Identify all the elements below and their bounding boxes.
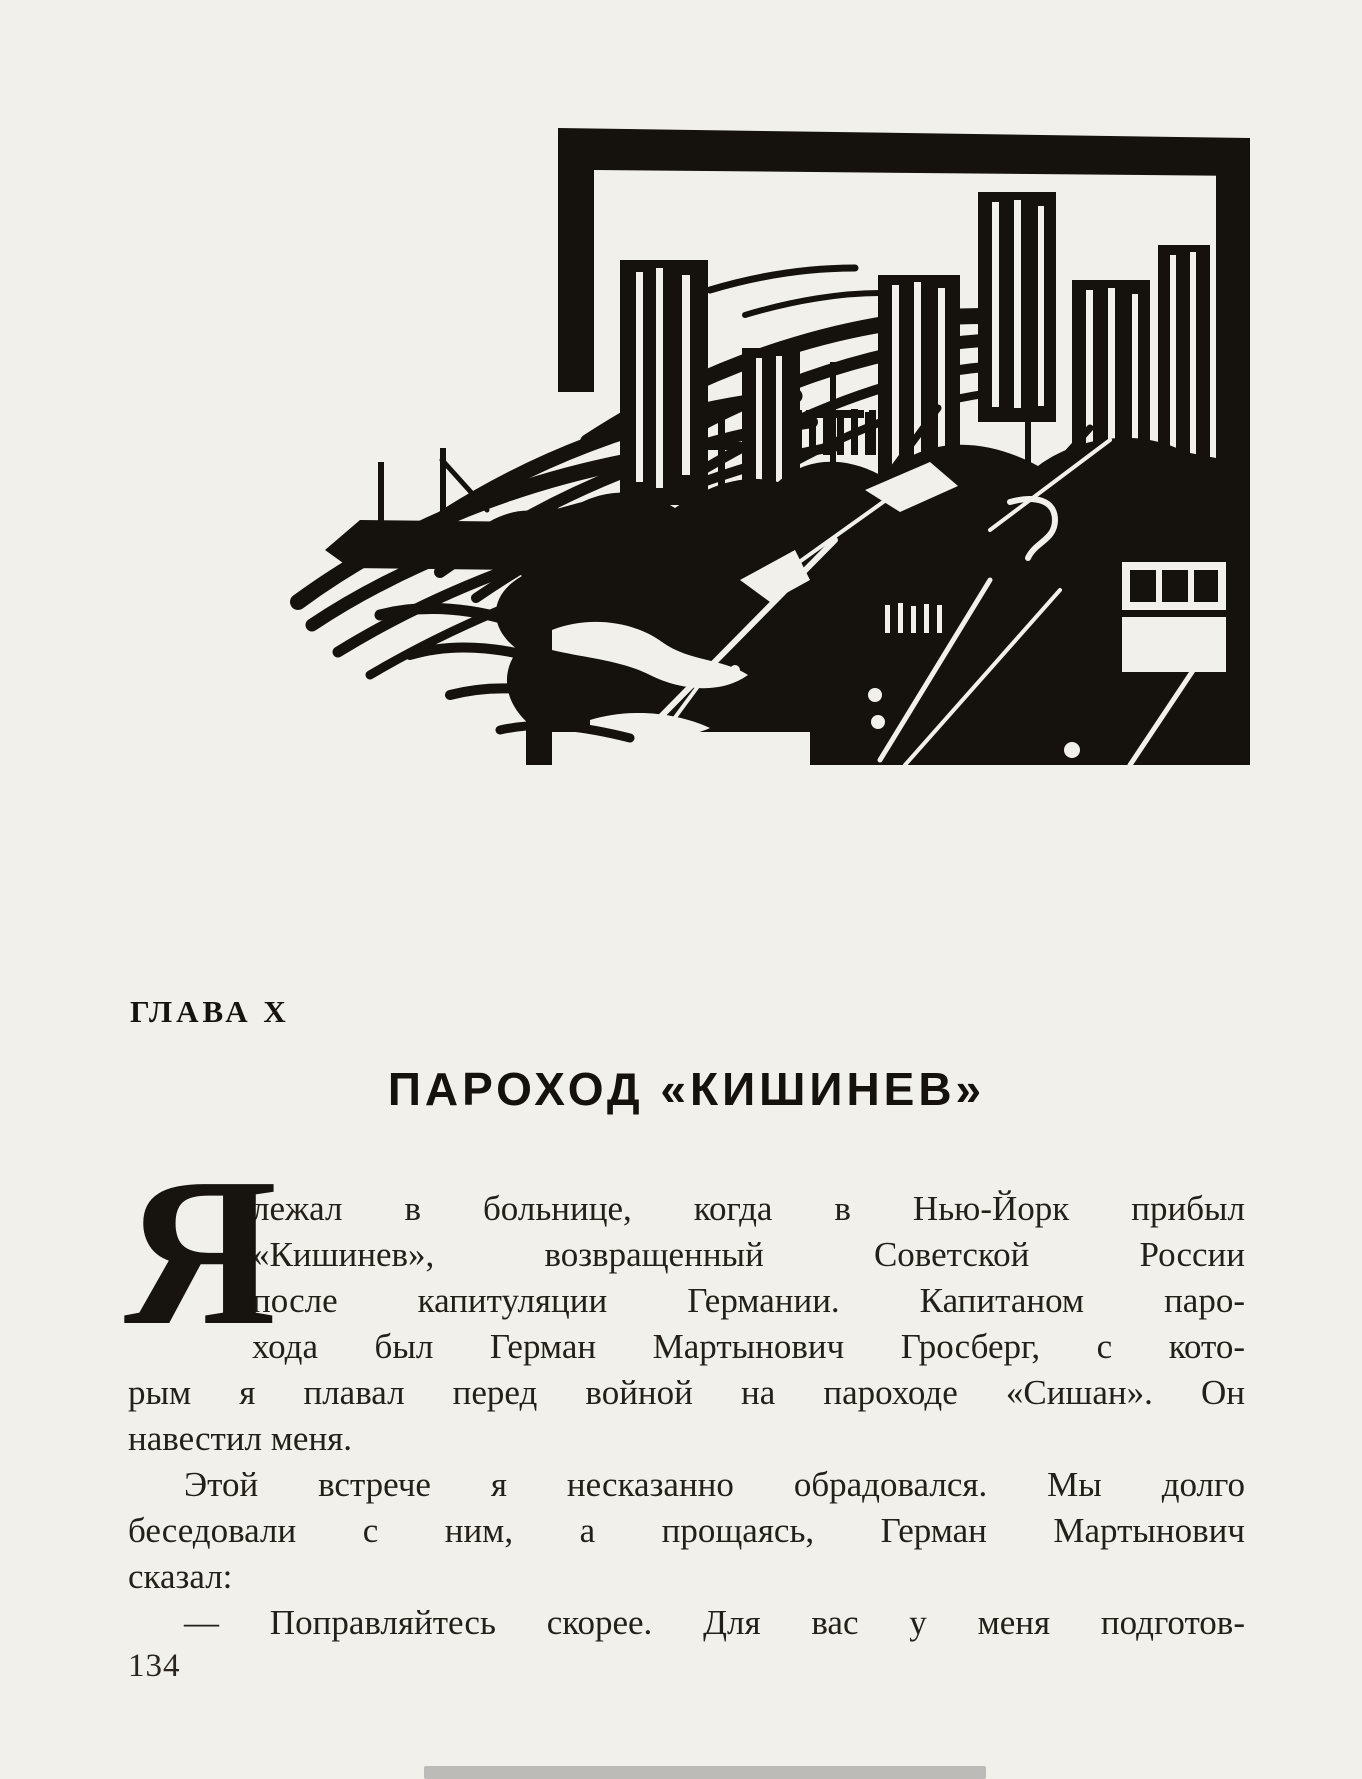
page-number: 134: [128, 1648, 181, 1684]
chapter-title: ПАРОХОД «КИШИНЕВ»: [387, 1063, 986, 1115]
chapter-label: ГЛАВА X: [130, 994, 290, 1029]
body-text: [124, 1134, 1245, 1646]
text-line: сказал:: [128, 1557, 233, 1596]
harbor-illustration: [290, 110, 1250, 765]
drop-cap: Я: [124, 1134, 278, 1369]
text-line: беседовали с ним, а прощаясь, Герман Мартынович: [128, 1511, 1245, 1550]
text-line: Этой встрече я несказанно обрадовался. Мы долго: [184, 1465, 1245, 1504]
text-line: — Поправляйтесь скорее. Для вас у меня подготов-: [184, 1603, 1245, 1642]
harbor-woodcut-image: [290, 110, 1250, 765]
text-line: после капитуляции Германии. Капитаном паро-: [252, 1281, 1245, 1320]
text-line: «Кишинев», возвращенный Советской России: [252, 1235, 1245, 1274]
text-line: хода был Герман Мартынович Гросберг, с кото-: [252, 1327, 1245, 1366]
scan-artifact-bar: [424, 1766, 986, 1779]
text-line: лежал в больнице, когда в Нью-Йорк прибыл: [252, 1189, 1245, 1228]
text-line: рым я плавал перед войной на пароходе «Сишан». Он: [128, 1373, 1245, 1412]
text-line: навестил меня.: [128, 1419, 353, 1458]
